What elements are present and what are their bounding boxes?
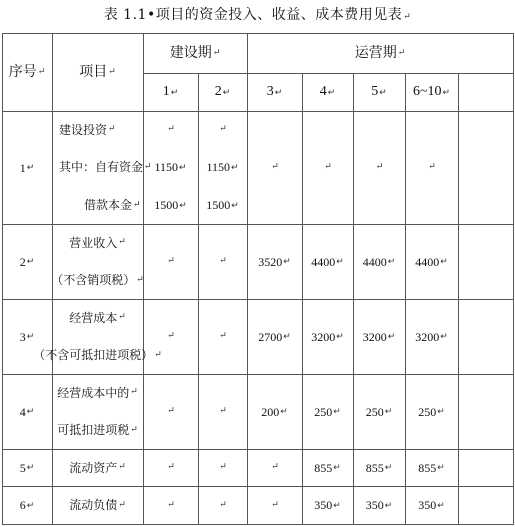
value-cell-text: 4400 <box>362 254 387 269</box>
header-period <box>302 73 353 111</box>
row-item-label <box>59 111 143 149</box>
paragraph-mark-icon: ↵ <box>327 86 336 97</box>
paragraph-mark-icon: ↵ <box>440 331 448 341</box>
paragraph-mark-icon: ↵ <box>130 387 138 398</box>
row-item-label-text: 流动资产 <box>69 460 118 475</box>
value-cell-text: 1150 <box>206 160 230 175</box>
row-seq-text: 1 <box>19 160 26 175</box>
row-item-label <box>52 374 143 412</box>
paragraph-mark-icon: ↵ <box>384 499 393 510</box>
value-cell <box>198 186 247 224</box>
value-cell-text: 250 <box>314 404 333 419</box>
header-period-text: 3 <box>266 84 274 99</box>
value-cell-text: 4400 <box>311 254 336 269</box>
header-item <box>52 33 143 111</box>
empty-cell <box>198 224 247 299</box>
row-divider <box>2 524 513 525</box>
value-cell-text: 855 <box>314 460 333 475</box>
paragraph-mark-icon: ↵ <box>333 462 341 472</box>
header-construction-text: 建设期 <box>169 45 212 61</box>
row-item-label <box>59 149 152 187</box>
header-period-text: 5 <box>371 84 379 99</box>
paragraph-mark-icon: ↵ <box>26 162 35 172</box>
row-seq-text: 4 <box>19 404 26 419</box>
paragraph-mark-icon: ↵ <box>231 161 239 172</box>
empty-cell <box>143 224 198 299</box>
paragraph-mark-icon: ↵ <box>379 86 387 97</box>
header-period-text: 2 <box>214 84 222 99</box>
row-item-label-text: （不含销项税） <box>51 273 136 288</box>
row-item-label-text: 流动负债 <box>69 498 118 512</box>
value-cell <box>405 299 458 374</box>
value-cell <box>353 374 405 449</box>
header-period <box>353 73 405 111</box>
paragraph-mark-icon: ↵ <box>403 12 412 22</box>
paragraph-mark-icon: ↵ <box>283 331 291 341</box>
header-construction <box>143 33 247 73</box>
paragraph-mark-icon: ↵ <box>167 406 175 416</box>
header-period-text: 4 <box>319 84 327 99</box>
paragraph-mark-icon: ↵ <box>108 66 116 77</box>
value-cell <box>353 224 405 299</box>
paragraph-mark-icon: ↵ <box>271 162 279 172</box>
paragraph-mark-icon: ↵ <box>136 274 144 285</box>
value-cell <box>302 486 353 524</box>
header-seq <box>2 33 52 111</box>
table-title <box>0 4 515 24</box>
paragraph-mark-icon: ↵ <box>437 406 445 416</box>
paragraph-mark-icon: ↵ <box>271 462 279 472</box>
paragraph-mark-icon: ↵ <box>274 86 283 97</box>
value-cell <box>302 449 353 486</box>
column-divider <box>458 73 459 525</box>
paragraph-mark-icon: ↵ <box>37 66 46 77</box>
value-cell <box>302 224 353 299</box>
row-seq-text: 2 <box>19 254 26 269</box>
paragraph-mark-icon: ↵ <box>167 462 175 472</box>
paragraph-mark-icon: ↵ <box>179 161 187 172</box>
header-operation-text: 运营期 <box>354 45 397 61</box>
row-seq <box>2 449 52 486</box>
value-cell <box>247 224 302 299</box>
paragraph-mark-icon: ↵ <box>179 199 187 210</box>
paragraph-mark-icon: ↵ <box>271 499 279 510</box>
paragraph-mark-icon: ↵ <box>440 256 448 266</box>
value-cell <box>405 374 458 449</box>
paragraph-mark-icon: ↵ <box>118 462 126 472</box>
paragraph-mark-icon: ↵ <box>437 462 445 472</box>
value-cell-text: 3200 <box>415 329 440 344</box>
paragraph-mark-icon: ↵ <box>387 256 396 266</box>
value-cell-text: 350 <box>314 498 333 512</box>
paragraph-mark-icon: ↵ <box>375 162 384 172</box>
value-cell <box>353 486 405 524</box>
paragraph-mark-icon: ↵ <box>219 462 227 472</box>
paragraph-mark-icon: ↵ <box>442 86 451 97</box>
value-cell-text: 1150 <box>154 160 178 175</box>
paragraph-mark-icon: ↵ <box>130 424 138 435</box>
paragraph-mark-icon: ↵ <box>170 86 179 97</box>
table-title-text: 表 1.1•项目的资金投入、收益、成本费用见表 <box>103 7 403 23</box>
paragraph-mark-icon: ↵ <box>219 406 227 416</box>
value-cell-text: 1500 <box>206 198 231 213</box>
value-cell-text: 1500 <box>154 198 179 213</box>
paragraph-mark-icon: ↵ <box>384 406 393 416</box>
empty-cell <box>198 111 247 149</box>
paragraph-mark-icon: ↵ <box>167 499 175 510</box>
paragraph-mark-icon: ↵ <box>133 199 141 210</box>
empty-cell <box>143 486 198 524</box>
row-item-label-text: 借款本金 <box>84 198 133 213</box>
paragraph-mark-icon: ↵ <box>212 47 221 58</box>
value-cell-text: 200 <box>261 404 280 419</box>
paragraph-mark-icon: ↵ <box>26 256 35 266</box>
row-item-label-text: 营业收入 <box>69 235 118 250</box>
paragraph-mark-icon: ↵ <box>219 256 227 266</box>
empty-cell <box>143 299 198 374</box>
column-divider <box>513 33 514 525</box>
paragraph-mark-icon: ↵ <box>333 406 341 416</box>
value-cell-text: 855 <box>365 460 384 475</box>
header-period-text: 1 <box>162 84 170 99</box>
paragraph-mark-icon: ↵ <box>336 331 344 341</box>
row-item-label <box>52 262 143 300</box>
value-cell-text: 250 <box>365 404 384 419</box>
empty-cell <box>198 299 247 374</box>
paragraph-mark-icon: ↵ <box>333 499 341 510</box>
value-cell <box>405 449 458 486</box>
value-cell <box>302 299 353 374</box>
row-item-label-text: 经营成本中的 <box>57 385 130 400</box>
value-cell <box>247 374 302 449</box>
empty-cell <box>405 111 458 224</box>
value-cell-text: 3520 <box>258 254 283 269</box>
header-operation <box>247 33 513 73</box>
value-cell-text: 350 <box>418 498 437 512</box>
value-cell <box>405 224 458 299</box>
paragraph-mark-icon: ↵ <box>219 331 227 341</box>
row-item-label <box>52 412 143 450</box>
empty-cell <box>247 486 302 524</box>
paragraph-mark-icon: ↵ <box>167 124 175 135</box>
empty-cell <box>143 374 198 449</box>
value-cell <box>143 149 198 187</box>
paragraph-mark-icon: ↵ <box>167 331 175 341</box>
empty-cell <box>198 449 247 486</box>
row-item-label-text: （不含可抵扣进项税） <box>33 348 154 363</box>
paragraph-mark-icon: ↵ <box>428 162 436 172</box>
row-seq <box>2 374 52 449</box>
value-cell <box>353 449 405 486</box>
paragraph-mark-icon: ↵ <box>118 499 126 510</box>
value-cell <box>247 299 302 374</box>
row-item-label-text: 其中：自有资金 <box>59 160 144 175</box>
paragraph-mark-icon: ↵ <box>219 499 227 510</box>
paragraph-mark-icon: ↵ <box>280 406 288 416</box>
paragraph-mark-icon: ↵ <box>108 124 116 135</box>
header-period <box>198 73 247 111</box>
header-seq-text: 序号 <box>8 64 37 80</box>
paragraph-mark-icon: ↵ <box>283 256 291 266</box>
header-period-text: 6~10 <box>412 84 442 99</box>
value-cell <box>405 486 458 524</box>
paragraph-mark-icon: ↵ <box>222 86 231 97</box>
empty-cell <box>353 111 405 224</box>
empty-cell <box>302 111 353 224</box>
row-item-label-text: 经营成本 <box>69 310 118 325</box>
paragraph-mark-icon: ↵ <box>336 256 344 266</box>
paragraph-mark-icon: ↵ <box>26 406 35 416</box>
paragraph-mark-icon: ↵ <box>167 256 175 266</box>
paragraph-mark-icon: ↵ <box>231 199 239 210</box>
header-period <box>247 73 302 111</box>
paragraph-mark-icon: ↵ <box>387 331 396 341</box>
value-cell-text: 3200 <box>311 329 336 344</box>
row-item-label <box>52 299 143 337</box>
row-seq-text: 5 <box>19 460 26 475</box>
value-cell-text: 3200 <box>362 329 387 344</box>
empty-cell <box>143 111 198 149</box>
paragraph-mark-icon: ↵ <box>144 161 152 172</box>
row-seq <box>2 111 52 224</box>
paragraph-mark-icon: ↵ <box>154 349 162 360</box>
value-cell <box>353 299 405 374</box>
paragraph-mark-icon: ↵ <box>384 462 393 472</box>
row-seq-text: 3 <box>19 329 26 344</box>
paragraph-mark-icon: ↵ <box>324 162 332 172</box>
value-cell <box>143 186 198 224</box>
value-cell-text: 4400 <box>415 254 440 269</box>
value-cell <box>198 149 247 187</box>
header-period <box>405 73 458 111</box>
empty-cell <box>198 374 247 449</box>
paragraph-mark-icon: ↵ <box>118 312 126 323</box>
header-period <box>143 73 198 111</box>
paragraph-mark-icon: ↵ <box>118 237 126 248</box>
row-item-label <box>33 337 162 375</box>
header-item-text: 项目 <box>79 64 108 80</box>
empty-cell <box>247 449 302 486</box>
value-cell <box>302 374 353 449</box>
row-seq <box>2 486 52 524</box>
value-cell-text: 250 <box>418 404 437 419</box>
row-item-label <box>52 224 143 262</box>
paragraph-mark-icon: ↵ <box>219 124 227 135</box>
row-seq <box>2 299 52 374</box>
value-cell-text: 350 <box>365 498 384 512</box>
empty-cell <box>143 449 198 486</box>
paragraph-mark-icon: ↵ <box>437 499 445 510</box>
value-cell-text: 2700 <box>258 329 283 344</box>
value-cell-text: 855 <box>418 460 437 475</box>
row-seq-text: 6 <box>19 498 26 512</box>
row-seq <box>2 224 52 299</box>
row-item-label <box>52 449 143 486</box>
paragraph-mark-icon: ↵ <box>26 462 35 472</box>
row-item-label-text: 可抵扣进项税 <box>57 423 130 438</box>
paragraph-mark-icon: ↵ <box>397 47 406 58</box>
paragraph-mark-icon: ↵ <box>26 331 35 341</box>
paragraph-mark-icon: ↵ <box>26 499 35 510</box>
row-item-label <box>52 486 143 524</box>
row-item-label-text: 建设投资 <box>59 122 108 137</box>
row-item-label <box>84 186 143 224</box>
empty-cell <box>198 486 247 524</box>
empty-cell <box>247 111 302 224</box>
data-table <box>0 33 515 527</box>
